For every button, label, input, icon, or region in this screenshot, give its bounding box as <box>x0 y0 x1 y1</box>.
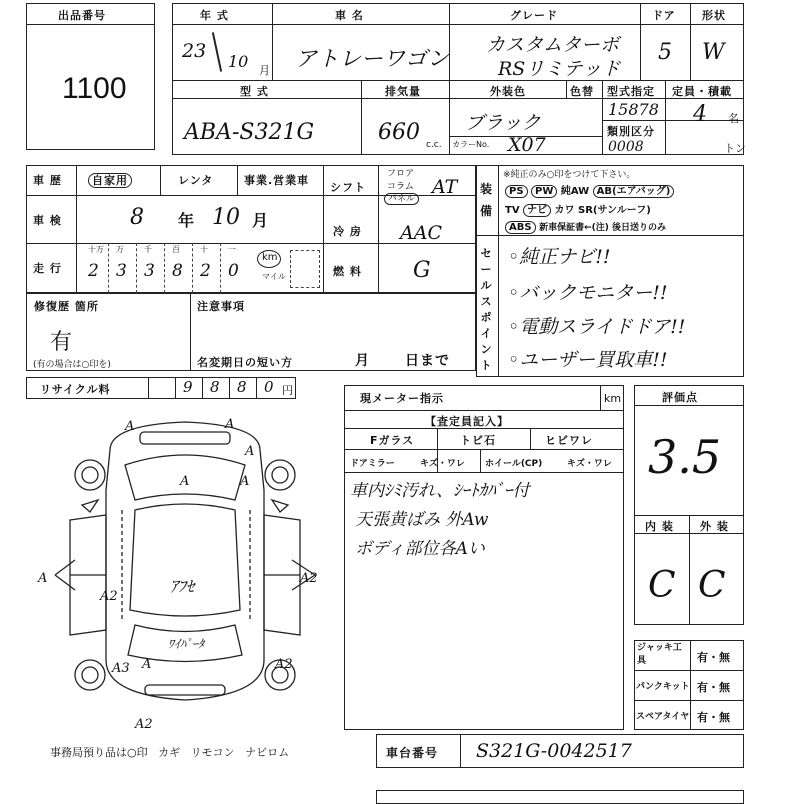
displacement-unit: c.c. <box>426 140 442 150</box>
front-bumper <box>140 432 230 444</box>
damage-mark-2: A <box>225 417 235 432</box>
color-no-label: カラーNo. <box>452 140 490 149</box>
displacement-label: 排気量 <box>385 85 421 98</box>
shift-column: コラム <box>387 182 414 192</box>
mileage-digit: 3 <box>116 261 127 281</box>
damage-mark-7: A <box>240 474 250 489</box>
equip-warranty: 新車保証書←(注) 後日送りのみ <box>539 223 666 233</box>
damage-mark-5: A2 <box>100 589 118 604</box>
meter-unit: km <box>604 392 622 405</box>
class-category-label: 類別区分 <box>607 125 655 138</box>
shift-label: シフト <box>330 181 366 194</box>
inspection-month: 10 <box>212 205 240 230</box>
chassis-value: S321G-0042517 <box>476 740 632 762</box>
mileage-unit-label: 十 <box>200 245 208 254</box>
grade-line2: RSリミテッド <box>498 58 621 80</box>
bottom-partial-box <box>376 790 744 804</box>
grade-line1: カスタムターボ <box>486 34 620 56</box>
damage-mark-1: A <box>125 419 135 434</box>
equip-ab: AB(エアバッグ) <box>593 185 675 198</box>
acc-jack-value: 有・無 <box>697 651 730 664</box>
recycle-cell <box>148 377 175 399</box>
wheel-label: ホイール(CP) <box>485 459 543 469</box>
repair-note: (有の場合は○印を) <box>33 360 111 370</box>
sales-point-1: ◦純正ナビ!! <box>508 246 611 268</box>
f-glass-label: Fガラス <box>370 434 415 447</box>
door-mirror-label: ドアミラー <box>350 459 395 469</box>
year-month-unit: 月 <box>259 64 270 77</box>
diagram-wiper-text: ﾜｲﾊﾟｰﾀ <box>168 637 205 651</box>
rear-bumper <box>145 685 225 695</box>
equip-navi: ナビ <box>523 204 551 217</box>
office-note-text: 事務局預り品は○印 <box>50 746 148 759</box>
wheel-damage: キズ・ワレ <box>567 459 612 469</box>
mileage-unit-label: 十万 <box>88 245 104 254</box>
mileage-digit: 8 <box>172 261 183 281</box>
car-damage-diagram <box>30 410 340 740</box>
mileage-unit-label: 千 <box>144 245 152 254</box>
year-label: 年 式 <box>200 9 229 22</box>
history-rental: レンタ <box>178 174 214 187</box>
inspection-year-unit: 年 <box>178 211 196 230</box>
exterior-value: C <box>698 565 726 606</box>
office-item-key: カギ <box>158 746 181 759</box>
shift-floor: フロア <box>387 169 415 179</box>
mileage-digit: 2 <box>88 261 99 281</box>
capacity-label: 定員・積載 <box>672 85 732 98</box>
recycle-digit: 0 <box>264 378 274 396</box>
shape-label: 形状 <box>702 9 726 22</box>
sales-point-3: ◦電動スライドドア!! <box>508 316 686 338</box>
shift-panel-text: パネル <box>384 193 419 205</box>
chassis-label: 車台番号 <box>386 746 439 760</box>
equipment-label: 装備 <box>480 182 493 218</box>
mileage-empty-box <box>290 250 320 288</box>
mileage-digit: 3 <box>144 261 155 281</box>
shape-value: W <box>702 40 725 65</box>
equip-abs: ABS <box>505 221 536 234</box>
inspector-comment-1: 車内ｼﾐ汚れ、ｼｰﾄｶﾊﾞｰ付 <box>350 481 530 501</box>
damage-mark-3: A <box>180 474 190 489</box>
capacity-value: 4 <box>693 102 707 127</box>
inspector-comment-3: ボディ部位各Aい <box>355 539 485 559</box>
inspector-label: 【査定員記入】 <box>425 415 509 428</box>
wheel-front-left <box>75 460 105 490</box>
mileage-unit-label: 百 <box>172 245 180 254</box>
office-note <box>50 744 289 760</box>
equipment-note: ※純正のみ○印をつけて下さい。 <box>503 170 636 180</box>
damage-mark-11: A2 <box>275 657 293 672</box>
capacity-person-unit: 名 <box>728 112 739 125</box>
mileage-label: 走 行 <box>33 262 62 275</box>
history-private <box>88 172 132 188</box>
notes-day: 日まで <box>405 353 450 369</box>
repair-value: 有 <box>50 330 73 355</box>
notes-label: 注意事項 <box>197 300 245 313</box>
mileage-km: km <box>262 252 278 263</box>
mileage-mile: マイル <box>262 272 286 281</box>
history-label: 車 歴 <box>33 174 62 187</box>
notes-short-term: 名変期日の短い方 <box>197 356 293 369</box>
mileage-unit-label: 一 <box>228 245 236 254</box>
score-label: 評価点 <box>662 391 698 404</box>
door-mirror-damage: キズ・ワレ <box>420 459 465 469</box>
color-label: 外装色 <box>490 85 526 98</box>
class-category-value: 0008 <box>608 139 644 155</box>
lot-number: 1100 <box>62 72 127 105</box>
damage-mark-9: A3 <box>112 661 130 676</box>
equipment-row1 <box>505 182 674 197</box>
damage-mark-8: A <box>245 444 255 459</box>
mileage-digit: 2 <box>200 261 211 281</box>
score-value: 3.5 <box>648 430 722 484</box>
repair-label: 修復歴 箇所 <box>34 300 99 313</box>
acc-jack-label: ジャッキ工具 <box>637 643 682 666</box>
shift-value: AT <box>432 176 458 198</box>
meter-label: 現メーター指示 <box>360 392 444 405</box>
color-no-value: X07 <box>508 134 546 156</box>
acc-spare-value: 有・無 <box>697 711 730 724</box>
year-value: 23 <box>182 40 207 62</box>
mileage-digit: 0 <box>228 261 239 281</box>
grade-label: グレード <box>510 9 558 22</box>
equipment-row2 <box>505 201 651 216</box>
sales-point-2: ◦バックモニター!! <box>508 282 668 304</box>
color-change-label: 色替 <box>570 85 594 98</box>
equip-pw: PW <box>531 185 557 198</box>
doors-label: ドア <box>652 9 676 22</box>
car-roof <box>130 504 240 616</box>
office-item-remote: リモコン <box>190 746 235 759</box>
stone-chip-label: トビ石 <box>460 434 496 447</box>
interior-label: 内 装 <box>645 520 674 533</box>
recycle-digit: 9 <box>183 378 193 396</box>
inspection-month-unit: 月 <box>252 211 270 230</box>
damage-mark-6: A2 <box>300 571 318 586</box>
exterior-label: 外 装 <box>700 520 729 533</box>
crack-label: ヒビワレ <box>545 434 593 447</box>
interior-value: C <box>648 565 676 606</box>
displacement-value: 660 <box>378 120 420 145</box>
recycle-digit: 8 <box>237 378 247 396</box>
equip-ps: PS <box>505 185 528 198</box>
acc-puncture-label: パンクキット <box>636 682 690 692</box>
wheel-front-right <box>265 460 295 490</box>
office-item-navirom: ナビロム <box>245 746 290 759</box>
acc-spare-label: スペアタイヤ <box>636 712 690 722</box>
recycle-digit: 8 <box>210 378 220 396</box>
inspection-year: 8 <box>130 205 144 230</box>
diagram-interior-text: ｱﾌｾ <box>170 577 195 596</box>
doors-value: 5 <box>658 40 672 65</box>
acc-puncture-value: 有・無 <box>697 681 730 694</box>
damage-mark-10: A <box>142 657 152 672</box>
sales-points-label: セールスポイント <box>480 247 492 372</box>
inspection-label: 車 検 <box>33 214 62 227</box>
history-business: 事業.営業車 <box>244 174 310 187</box>
lot-label: 出品番号 <box>58 9 106 22</box>
equip-sr: SR(サンルーフ) <box>578 205 651 216</box>
capacity-ton-unit: トン <box>724 142 746 155</box>
fuel-value: G <box>413 258 431 283</box>
equipment-row3 <box>505 220 666 233</box>
mileage-unit-label: 万 <box>116 245 124 254</box>
wheel-rear-left <box>75 660 105 690</box>
damage-mark-4: A <box>38 571 48 586</box>
type-designation-value: 15878 <box>608 100 659 119</box>
model-label: 型 式 <box>240 85 269 98</box>
equip-tv: TV <box>505 205 520 216</box>
inspector-comment-2: 天張黄ばみ 外Aw <box>355 510 489 530</box>
model-value: ABA-S321G <box>184 120 315 145</box>
equip-leather: カワ <box>554 205 575 216</box>
aircon-value: AAC <box>400 222 442 244</box>
recycle-unit: 円 <box>282 384 293 397</box>
fuel-label: 燃 料 <box>333 265 362 278</box>
equip-aw: 純AW <box>560 186 590 197</box>
sales-point-4: ◦ユーザー買取車!! <box>508 349 668 371</box>
damage-mark-12: A2 <box>135 717 153 732</box>
car-name-value: アトレーワゴン <box>295 47 450 72</box>
km-circle <box>257 250 281 268</box>
recycle-label: リサイクル料 <box>40 383 111 396</box>
type-designation-label: 型式指定 <box>607 85 655 98</box>
history-private-text: 自家用 <box>88 173 132 188</box>
color-value: ブラック <box>465 112 541 134</box>
car-name-label: 車 名 <box>335 9 364 22</box>
notes-month: 月 <box>355 353 370 369</box>
shift-panel <box>384 191 419 204</box>
year-month: 10 <box>228 52 249 71</box>
aircon-label: 冷 房 <box>333 225 362 238</box>
